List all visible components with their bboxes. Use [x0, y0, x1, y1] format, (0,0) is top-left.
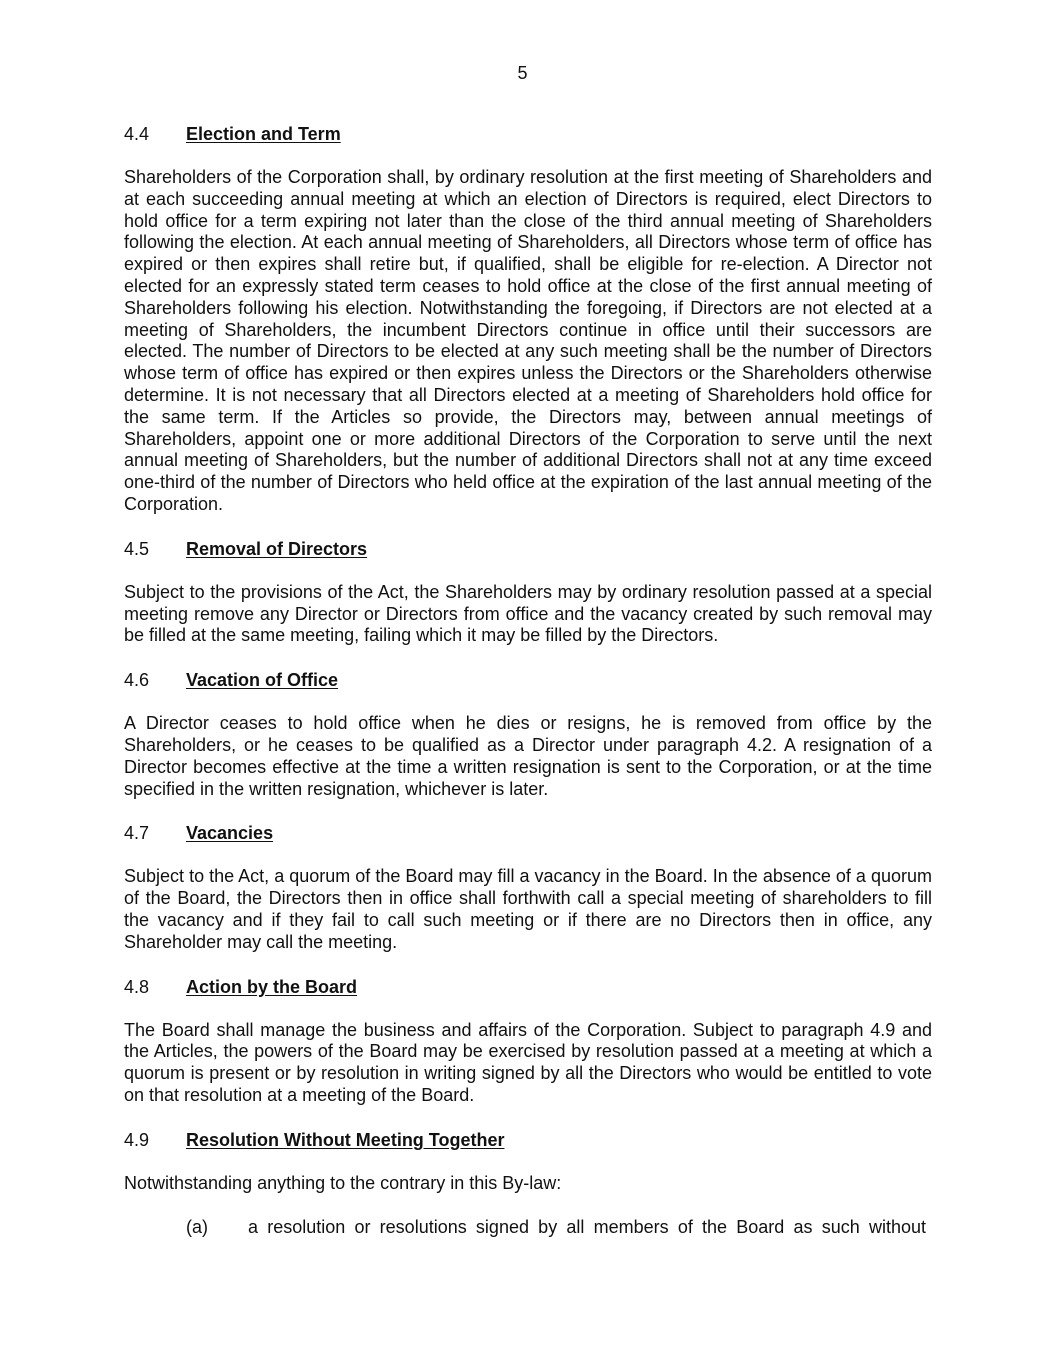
section-heading-4-7: [124, 822, 932, 844]
list-item: [186, 1217, 932, 1239]
section-heading-4-4: [124, 123, 932, 145]
section-number: 4.6: [124, 670, 150, 691]
section-number: 4.4: [124, 124, 150, 144]
section-heading-4-9: [124, 1129, 932, 1151]
section-title: Election and Term: [186, 124, 341, 144]
section-body-4-7: Subject to the Act, a quorum of the Board may fill a vacancy in the Board. In the absence of a quorum of the Board, the Directors then in office shall forthwith call a special meeting of shareholders to fill the vacancy and if they fail to call such meeting or if there are no Directors then in office, any Shareholder may call the meeting.: [124, 866, 932, 952]
section-title: Removal of Directors: [186, 538, 368, 559]
list-item-text: a resolution or resolutions signed by all members of the Board as such without: [248, 1216, 926, 1237]
section-title: Vacation of Office: [186, 670, 339, 691]
section-body-4-6: A Director ceases to hold office when he dies or resigns, he is removed from office by the Shareholders, or he ceases to be qualified as a Director under paragraph 4.2. A resignation of a Director becomes effective at the time a written resignation is sent to the Corporation, or at the time specified in the written resignation, whichever is later.: [124, 713, 932, 799]
page-number: 5: [517, 63, 528, 83]
section-body-4-8: The Board shall manage the business and affairs of the Corporation. Subject to paragraph 4.9 and the Articles, the powers of the Board may be exercised by resolution passed at a meeting at which a quorum is present or by resolution in writing signed by all the Directors who would be entitled to vote on that resolution at a meeting of the Board.: [124, 1019, 932, 1105]
section-heading-4-8: [124, 976, 932, 998]
section-number: 4.7: [124, 823, 150, 844]
section-number: 4.9: [124, 1129, 150, 1150]
bylaw-content: [124, 123, 932, 1238]
list-item-label: (a): [186, 1216, 208, 1237]
section-title: Vacancies: [186, 823, 274, 844]
section-body-4-4: Shareholders of the Corporation shall, by ordinary resolution at the first meeting of Shareholders and at each succeeding annual meeting at which an election of Directors is required, elect Directors to hold office for a term expiring not later than the close of the third annual meeting of Shareholders following the election. At each annual meeting of Shareholders, all Directors whose term of office has expired or then expires shall retire but, if qualified, shall be eligible for re-election. A Director not elected for an expressly stated term ceases to hold office at the close of the first annual meeting of Shareholders following his election. Notwithstanding the foregoing, if Directors are not elected at a meeting of Shareholders, the incumbent Directors continue in office until their successors are elected. The number of Directors to be elected at any such meeting shall be the number of Directors whose term of office has expired or then expires unless the Directors or the Shareholders otherwise determine. It is not necessary that all Directors elected at a meeting of Shareholders hold office for the same term. If the Articles so provide, the Directors may, between annual meetings of Shareholders, appoint one or more additional Directors of the Corporation to serve until the next annual meeting of Shareholders, but the number of additional Directors shall not at any time exceed one-third of the number of Directors who held office at the expiration of the last annual meeting of the Corporation.: [124, 167, 932, 514]
section-body-4-9: Notwithstanding anything to the contrary in this By-law:: [124, 1172, 562, 1193]
section-number: 4.8: [124, 976, 150, 997]
section-heading-4-6: [124, 669, 932, 691]
section-body-4-5: Subject to the provisions of the Act, the Shareholders may by ordinary resolution passed at a special meeting remove any Director or Directors from office and the vacancy created by such removal may be filled at the same meeting, failing which it may be filled by the Directors.: [124, 581, 932, 646]
section-number: 4.5: [124, 538, 150, 559]
section-heading-4-5: [124, 538, 932, 560]
section-title: Action by the Board: [186, 976, 358, 997]
section-title: Resolution Without Meeting Together: [186, 1129, 505, 1150]
